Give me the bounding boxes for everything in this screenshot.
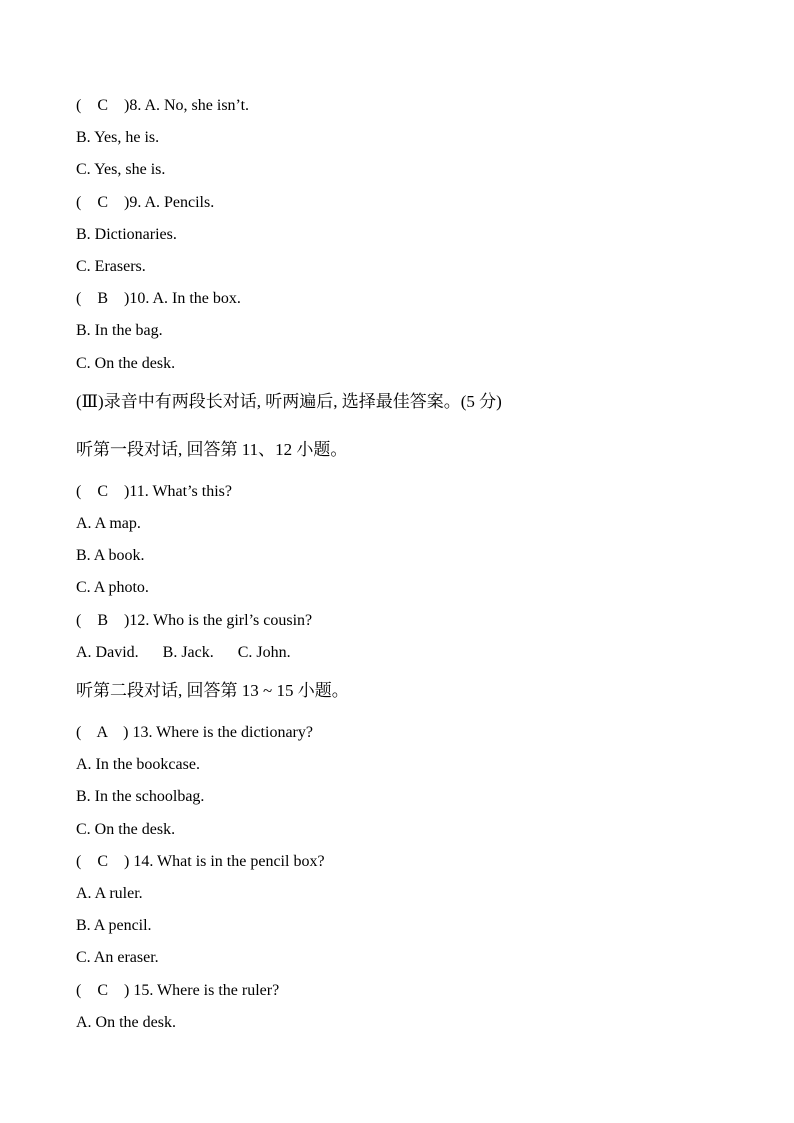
option-b-14: B. A pencil.	[76, 917, 152, 934]
option-c-8: C. Yes, she is.	[76, 161, 166, 178]
question-11: ( C )11. What’s this?	[76, 483, 232, 500]
option-b-13: B. In the schoolbag.	[76, 788, 205, 805]
question-8: ( C )8. A. No, she isn’t.	[76, 97, 250, 114]
option-b-8: B. Yes, he is.	[76, 129, 160, 146]
option-b-9: B. Dictionaries.	[76, 226, 177, 243]
option-b-10: B. In the bag.	[76, 322, 163, 339]
option-c-11: C. A photo.	[76, 579, 149, 596]
options-12: A. David. B. Jack. C. John.	[76, 644, 291, 661]
option-c-13: C. On the desk.	[76, 821, 176, 838]
section-heading: (Ⅲ)录音中有两段长对话, 听两遍后, 选择最佳答案。(5 分)	[76, 392, 502, 411]
question-15: ( C ) 15. Where is the ruler?	[76, 982, 280, 999]
question-9: ( C )9. A. Pencils.	[76, 194, 215, 211]
question-13: ( A ) 13. Where is the dictionary?	[76, 724, 313, 741]
option-a-11: A. A map.	[76, 515, 141, 532]
option-a-14: A. A ruler.	[76, 885, 143, 902]
question-12: ( B )12. Who is the girl’s cousin?	[76, 612, 313, 629]
dialogue-2-instruction: 听第二段对话, 回答第 13 ~ 15 小题。	[76, 681, 349, 700]
option-c-9: C. Erasers.	[76, 258, 146, 275]
option-a-13: A. In the bookcase.	[76, 756, 200, 773]
option-c-10: C. On the desk.	[76, 355, 176, 372]
question-10: ( B )10. A. In the box.	[76, 290, 241, 307]
option-a-15: A. On the desk.	[76, 1014, 176, 1031]
option-b-11: B. A book.	[76, 547, 145, 564]
question-14: ( C ) 14. What is in the pencil box?	[76, 853, 325, 870]
option-c-14: C. An eraser.	[76, 949, 159, 966]
dialogue-1-instruction: 听第一段对话, 回答第 11、12 小题。	[76, 440, 348, 459]
